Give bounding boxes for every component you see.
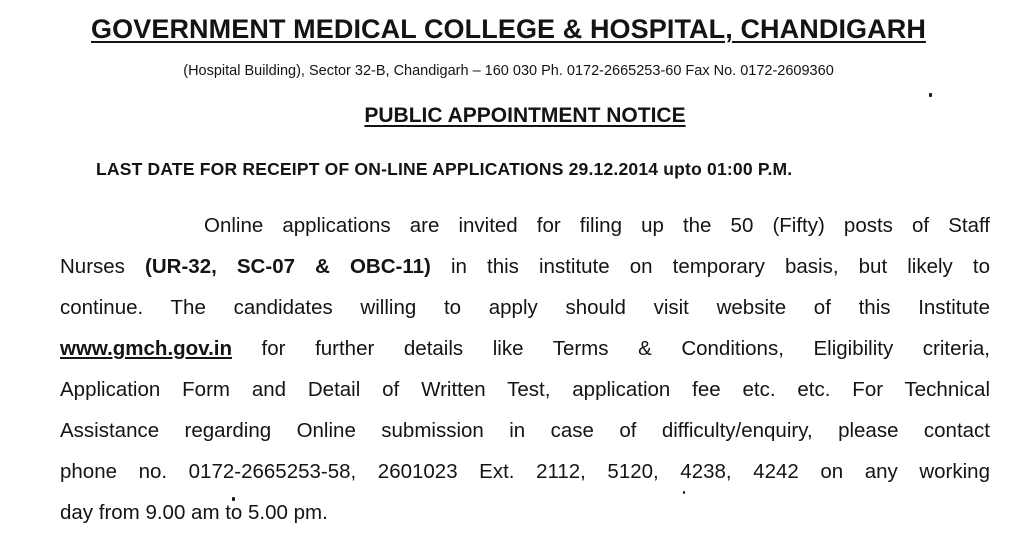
body-line-2-end: in this institute on temporary basis, but likely to — [430, 255, 990, 278]
body-line-1: Online applications are invited for filing up the 50 (Fifty) posts of Staff — [204, 214, 990, 237]
scan-speck — [683, 491, 685, 494]
body-line-6: Assistance regarding Online submission in case of difficulty/enquiry, please contact — [60, 419, 990, 442]
body-line-2 — [60, 246, 990, 287]
institution-title — [0, 14, 1017, 45]
notice-body — [60, 205, 990, 533]
last-date-line: LAST DATE FOR RECEIPT OF ON-LINE APPLICATIONS 29.12.2014 upto 01:00 P.M. — [96, 159, 793, 179]
institution-address: (Hospital Building), Sector 32-B, Chandigarh – 160 030 Ph. 0172-2665253-60 Fax No. 0172-2609360 — [183, 63, 834, 79]
notice-heading-text: PUBLIC APPOINTMENT NOTICE — [364, 104, 686, 127]
scan-speck — [929, 93, 932, 97]
body-line-5: Application Form and Detail of Written Test, application fee etc. etc. For Technical — [60, 378, 990, 401]
body-line-2-start: Nurses — [60, 255, 146, 278]
body-line-8: day from 9.00 am to 5.00 pm. — [60, 501, 328, 524]
institution-title-text: GOVERNMENT MEDICAL COLLEGE & HOSPITAL, CHANDIGARH — [91, 14, 926, 44]
notice-heading — [0, 104, 1017, 128]
scan-speck — [232, 497, 235, 501]
body-line-3: continue. The candidates willing to apply should visit website of this Institute — [60, 296, 990, 319]
body-line-7: phone no. 0172-2665253-58, 2601023 Ext. 2112, 5120, 4238, 4242 on any working — [60, 460, 990, 483]
website-link[interactable]: www.gmch.gov.in — [60, 337, 232, 360]
body-line-4-end: for further details like Terms & Conditions, Eligibility criteria, — [231, 337, 990, 360]
post-breakdown: (UR-32, SC-07 & OBC-11) — [145, 255, 431, 278]
body-line-4 — [60, 328, 990, 369]
